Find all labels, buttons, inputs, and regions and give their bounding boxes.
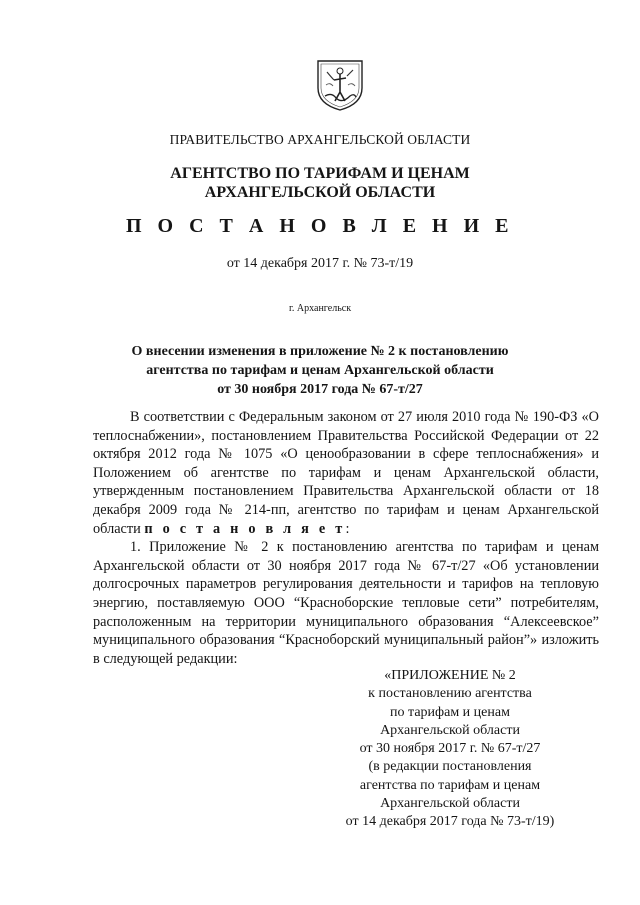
appendix-line: от 14 декабря 2017 года № 73-т/19) — [345, 814, 555, 830]
preamble-text: В соответствии с Федеральным законом от 27 июля 2010 года № 190-ФЗ «О теплоснабжении», постановлением Правительства Российской Федерации от 22 октября 2012 года № 1075 «О ценообразовании в сфере теплоснабжения» и Положением об агентстве по тарифам и ценам Архангельской области, утвержденным постановлением Правительства Архангельской области от 18 декабря 2009 года № 214-пп, агентство по тарифам и ценам Архангельской области — [93, 409, 599, 537]
appendix-line: Архангельской области — [380, 796, 520, 812]
appendix-line: от 30 ноября 2017 г. № 67-т/27 — [359, 741, 541, 757]
document-subject — [0, 342, 640, 399]
subject-line: О внесении изменения в приложение № 2 к постановлению — [131, 344, 509, 359]
document-type-title: П О С Т А Н О В Л Е Н И Е — [126, 215, 514, 237]
subject-line: от 30 ноября 2017 года № 67-т/27 — [217, 382, 423, 397]
body-paragraph-preamble — [93, 408, 599, 538]
coat-of-arms-icon — [314, 58, 366, 112]
resolves-word: п о с т а н о в л я е т — [144, 520, 346, 537]
government-name: ПРАВИТЕЛЬСТВО АРХАНГЕЛЬСКОЙ ОБЛАСТИ — [169, 132, 471, 147]
subject-line: агентства по тарифам и ценам Архангельской области — [146, 363, 494, 378]
appendix-line: к постановлению агентства — [368, 686, 532, 702]
appendix-line: Архангельской области — [380, 722, 520, 738]
document-body — [93, 408, 599, 668]
body-paragraph-item-1: 1. Приложение № 2 к постановлению агентства по тарифам и ценам Архангельской области от 30 ноября 2017 года № 67-т/27 «Об установлении долгосрочных параметров регулирования деятельности и тарифов на тепловую энергию, поставляемую ООО “Красноборские тепловые сети” потребителям, расположенным на территории муниципального образования “Алексеевское” муниципального образования “Красноборский муниципальный район”» изложить в следующей редакции: — [93, 539, 599, 667]
agency-name-line: АГЕНТСТВО ПО ТАРИФАМ И ЦЕНАМ — [170, 165, 470, 182]
document-city: г. Архангельск — [288, 303, 352, 314]
document-date-number: от 14 декабря 2017 г. № 73-т/19 — [226, 256, 414, 271]
agency-name — [0, 164, 640, 202]
appendix-header — [330, 667, 570, 832]
agency-name-line: АРХАНГЕЛЬСКОЙ ОБЛАСТИ — [204, 184, 436, 201]
appendix-line: агентства по тарифам и ценам — [359, 777, 541, 793]
preamble-end: : — [345, 520, 350, 537]
appendix-line: «ПРИЛОЖЕНИЕ № 2 — [384, 668, 516, 683]
appendix-line: по тарифам и ценам — [390, 704, 510, 720]
appendix-line: (в редакции постановления — [368, 759, 532, 775]
